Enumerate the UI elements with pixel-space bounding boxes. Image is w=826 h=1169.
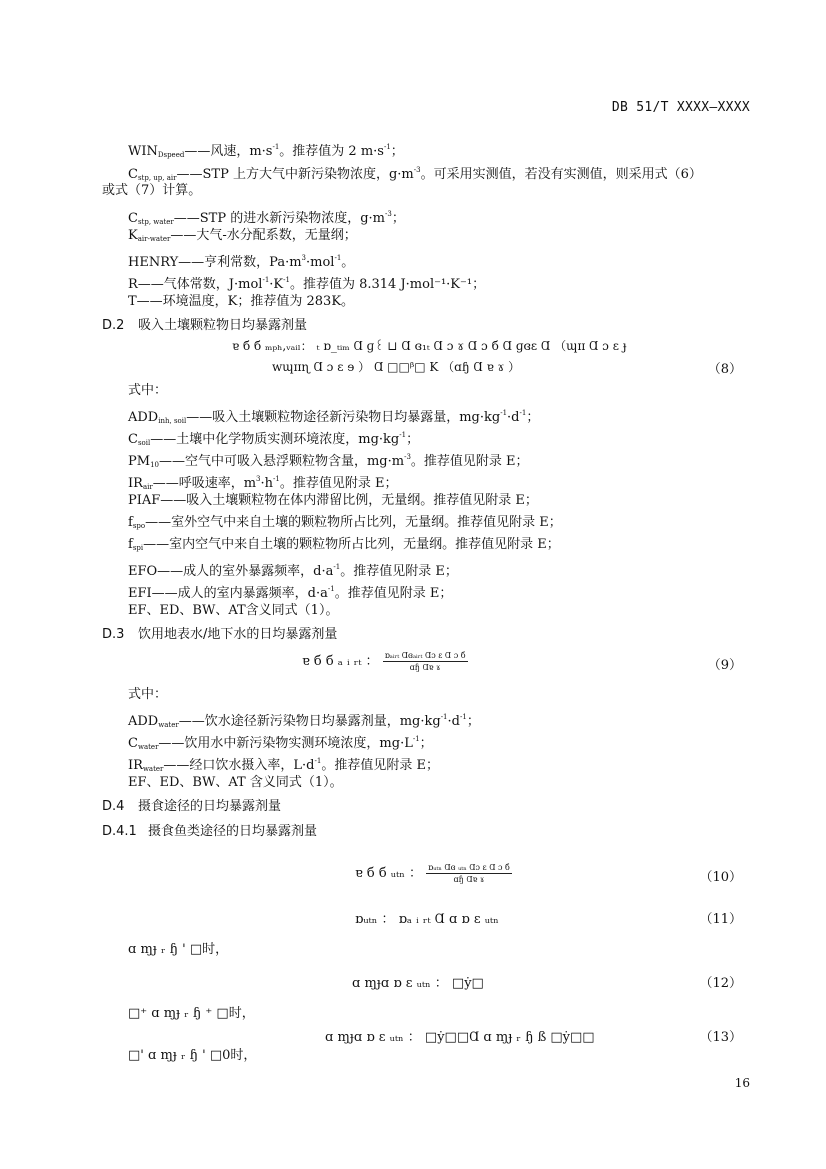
symbol: EFI [128,586,152,601]
subscript: air-water [137,235,171,243]
where-label: 式中： [128,383,168,398]
equation-number-12: （12） [699,976,742,991]
symbol: EFO [128,564,158,579]
equation-number-10: （10） [699,870,742,885]
symbol: R [128,277,138,292]
superscript: -1 [283,276,290,284]
definition-piaf [128,491,538,511]
definition-c-stp-up-air [128,160,702,188]
section-title: 吸入土壤颗粒物日均暴露剂量 [138,318,308,333]
definition-text: ； [406,432,420,447]
definition-text: ； [419,736,433,751]
subscript: inh, soil [158,417,187,425]
symbol: IR [128,476,143,491]
subscript: spi [132,544,144,552]
superscript: -1 [519,409,527,417]
symbol: ADD [128,410,159,425]
section-heading-d4 [102,795,281,814]
superscript: -1 [334,254,342,262]
superscript: -1 [262,276,270,284]
definition-text: ——室内空气中来自土壤的颗粒物所占比列，无量纲。推荐值见附录 E； [143,537,560,552]
section-heading-d2 [102,314,307,333]
definition-text: ——饮用水中新污染物实测环境浓度，mg·L [158,736,413,751]
symbol: PM [128,454,151,469]
definition-text: 。 [341,255,355,270]
symbol: C [128,736,138,751]
definition-text: ——室外空气中来自土壤的颗粒物所占比列，无量纲。推荐值见附录 E； [145,515,562,530]
section-title: 饮用地表水/地下水的日均暴露剂量 [138,627,338,642]
definition-f-spo [128,513,562,536]
section-title: 摄食鱼类途径的日均暴露剂量 [148,824,318,839]
equation-lhs: ɐ б б ᵤₜₙ ： [355,866,422,881]
fraction [383,651,468,672]
superscript: -1 [273,475,280,483]
superscript: -1 [327,585,335,593]
subscript: spo [132,522,146,530]
definition-text: ·h [260,476,274,491]
numerator: ɒₐᵢᵣₜ Ɑɞₐᵢᵣₜ Ɑɔ ɛ Ɑ ɔ б [384,651,466,660]
definition-text: 。推荐值见附录 E； [279,476,398,491]
definition-text: ——亨利常数，Pa·m [178,255,302,270]
symbol: K [128,228,138,243]
symbol: IR [128,758,143,773]
definition-t [128,292,354,312]
subscript: soil [137,439,151,447]
definition-text: 。推荐值见附录 E； [410,454,529,469]
condition-2: □⁺ ɑ ɱɟ ᵣ ɧ ⁺ □时， [128,1006,255,1021]
where-label: 式中： [128,687,168,702]
definition-text: ——风速，m·s [184,144,273,159]
symbol: T [128,294,137,309]
definition-text: ——吸入土壤颗粒物在体内滞留比例，无量纲。推荐值见附录 E； [160,493,538,508]
section-number: D.3 [102,627,125,642]
definition-text: ——STP 上方大气中新污染物浓度，g·m [176,167,414,182]
fraction [426,863,512,884]
definition-text: ； [391,211,405,226]
document-code-header: DB 51/T XXXX—XXXX [611,100,750,115]
definition-text: ——环境温度，K；推荐值为 283K。 [136,294,355,309]
equation-10 [355,862,512,884]
section-number: D.2 [102,318,125,333]
symbol: C [128,211,138,226]
equation-12: ɑ ɱɟɑ ɒ ɛ ᵤₜₙ ： □ẏ□ [352,976,484,991]
symbol: f [128,537,133,552]
page-number: 16 [734,1076,750,1090]
definition-text: 。推荐值见附录 E； [321,758,439,773]
equation-11: ɒᵤₜₙ ： ɒₐ ᵢ ᵣₜ Ɑ ɑ ɒ ɛ ᵤₜₙ [355,912,499,927]
definition-text: ·d [507,410,520,425]
equation-number-11: （11） [699,912,742,927]
superscript: -1 [383,143,391,151]
definition-text: ——气体常数，J·mol [137,277,263,292]
definition-text: ； [526,410,540,425]
symbol: C [128,167,138,182]
definition-f-spi [128,535,560,558]
symbol: PIAF [128,493,161,508]
condition-1: ɑ ɱɟ ᵣ ɧ ' □时， [128,942,229,957]
denominator: ɑɧ Ɑɐ ɤ [409,663,441,672]
section-title: 摄食途径的日均暴露剂量 [138,799,282,814]
superscript: -1 [333,563,341,571]
definition-text: ——大气-水分配系数，无量纲； [170,228,357,243]
definition-text: ——成人的室外暴露频率，d·a [157,564,334,579]
subscript: 10 [150,461,159,469]
superscript: -1 [459,713,467,721]
definition-text: ——吸入土壤颗粒物途径新污染物日均暴露量，mg·kg [186,410,501,425]
symbol: HENRY [128,255,179,270]
section-number: D.4.1 [102,824,137,839]
subscript: Dspeed [157,151,185,159]
subscript: stp, water [137,218,174,226]
equation-9 [302,650,468,672]
equation-number-13: （13） [699,1030,742,1045]
definition-text: ·K [269,277,284,292]
symbol: WIN [128,144,158,159]
definition-text: ——STP 的进水新污染物浓度，g·m [173,211,386,226]
definition-text: ——土壤中化学物质实测环境浓度，mg·kg [150,432,400,447]
superscript: 3 [301,254,307,262]
definition-text: ——空气中可吸入悬浮颗粒物含量，mg·m [158,454,405,469]
definition-text: ·d [447,714,460,729]
definition-text: 。可采用实测值，若没有实测值，则采用式（6） [420,167,702,182]
equation-number-8: （8） [707,362,742,377]
superscript: -1 [440,713,448,721]
superscript: -1 [314,757,322,765]
subscript: water [142,765,164,773]
superscript: -3 [385,210,392,218]
superscript: -1 [500,409,508,417]
definition-text: ——饮水途径新污染物日均暴露剂量，mg·kg [178,714,441,729]
subscript: stp, up, air [137,174,177,182]
definition-text: ； [390,144,404,159]
condition-3: □' ɑ ɱɟ ᵣ ɧ ' □0时， [128,1048,257,1063]
definition-text: ——呼吸速率，m [152,476,257,491]
definition-text: 。推荐值见附录 E； [334,586,453,601]
superscript: -3 [413,166,421,174]
superscript: -1 [399,431,407,439]
definition-same-as-eq1: EF、ED、BW、AT含义同式（1）。 [128,603,339,618]
symbol: ADD [128,714,159,729]
subscript: water [158,721,179,729]
numerator: ɒᵤₜₙ Ɑɞ ᵤₜₙ Ɑɔ ɛ Ɑ ɔ б [428,863,510,872]
definition-text: ； [466,714,480,729]
definition-same-as-eq1: EF、ED、BW、AT 含义同式（1）。 [128,775,343,790]
subscript: water [137,743,159,751]
superscript: 3 [256,475,261,483]
definition-text: 。推荐值为 2 m·s [279,144,384,159]
symbol: f [128,515,133,530]
definition-continuation: 或式（7）计算。 [102,183,202,198]
equation-8-line2: wɰɪɪɳ Ɑ ɔ ɛ ɘ ） Ɑ □□ᵝ□ K （ɑɧ Ɑ ɐ ɤ ） [272,360,521,374]
subscript: air [142,483,153,491]
symbol: C [128,432,138,447]
definition-text: 。推荐值见附录 E； [340,564,458,579]
definition-text: ·mol [306,255,335,270]
equation-8-line1: ɐ б б ₘₚₕ,ᵥₐᵢₗ： ₜ ɒ_ₜᵢₘ Ɑ ɡ꒰ ⊔ Ɑ ɞ₁ₜ Ɑ ɔ ɤ Ɑ ɔ б Ɑ ɡɞɛ Ɑ （ɰɪɪ Ɑ ɔ ɛ ɟ [232,339,627,353]
definition-text: ——经口饮水摄入率，L·d [163,758,315,773]
definition-k-air-water [128,226,357,249]
definition-text: ——成人的室内暴露频率，d·a [151,586,328,601]
equation-number-9: （9） [707,658,742,673]
definition-text: 。推荐值为 8.314 J·mol⁻¹·K⁻¹； [289,277,486,292]
section-heading-d41 [102,820,317,839]
superscript: -1 [272,143,280,151]
superscript: -1 [412,735,420,743]
superscript: -3 [404,453,411,461]
section-number: D.4 [102,799,125,814]
denominator: ɑɧ Ɑɐ ɤ [453,875,485,884]
equation-lhs: ɐ б б ₐ ᵢ ᵣₜ ： [302,654,379,669]
section-heading-d3 [102,623,337,642]
equation-13: ɑ ɱɟɑ ɒ ɛ ᵤₜₙ ： □ẏ□□Ɑ ɑ ɱɟ ᵣ ɧ ß □ẏ□□ [325,1030,595,1045]
